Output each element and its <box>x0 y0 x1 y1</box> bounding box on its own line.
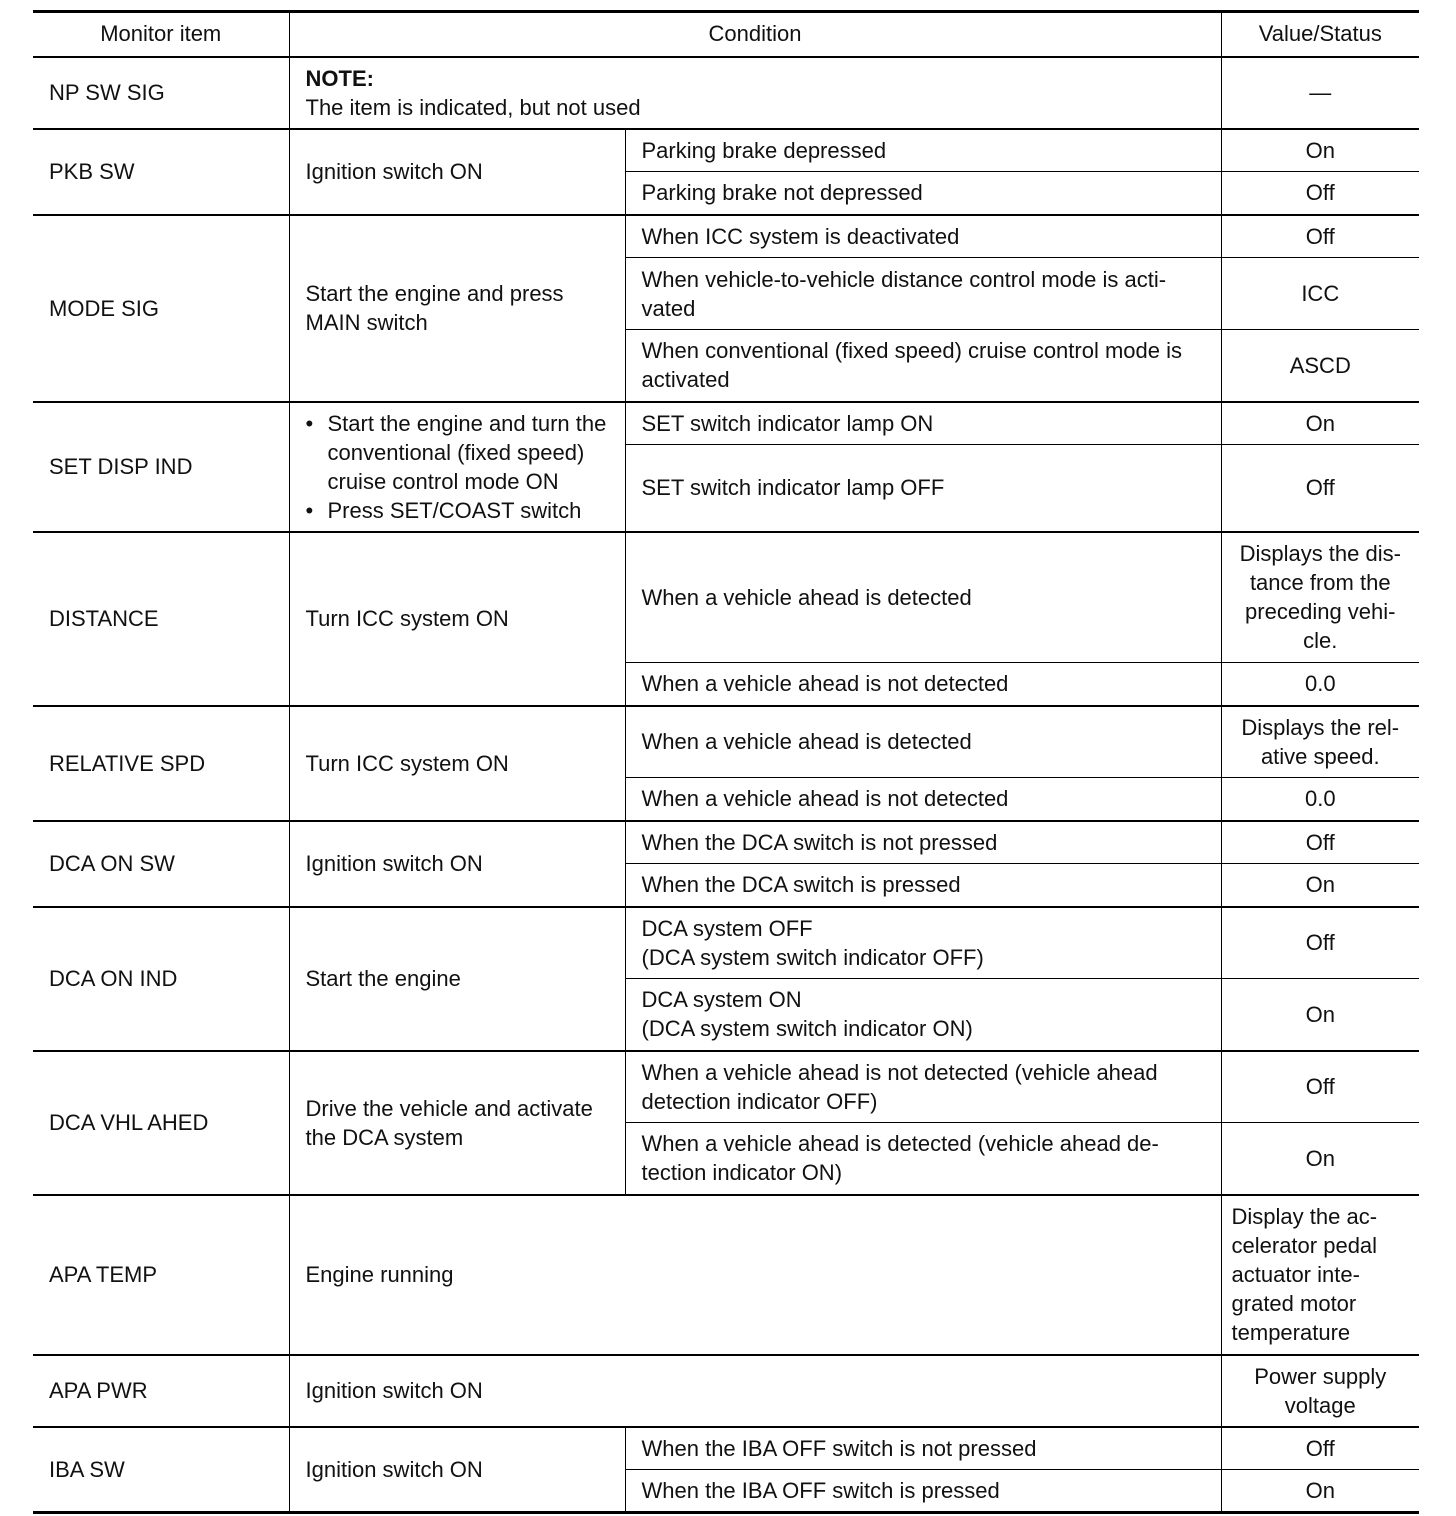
sub-condition-cell: When a vehicle ahead is not detected <box>625 778 1221 821</box>
condition-list-item: • Press SET/COAST switch <box>304 496 615 525</box>
value-cell: Off <box>1221 215 1419 258</box>
value-cell: Off <box>1221 907 1419 979</box>
value-cell: — <box>1221 57 1419 129</box>
condition-cell: Engine running <box>289 1195 1221 1355</box>
sub-condition-cell: SET switch indicator lamp ON <box>625 402 1221 445</box>
sub-condition-cell: When a vehicle ahead is detected (vehicle ahead de-tection indicator ON) <box>625 1123 1221 1195</box>
value-cell: Power supply voltage <box>1221 1355 1419 1427</box>
table-row <box>33 1051 1419 1123</box>
sub-condition-cell: When the DCA switch is pressed <box>625 864 1221 907</box>
condition-cell: Turn ICC system ON <box>289 532 625 706</box>
value-cell: Off <box>1221 821 1419 864</box>
value-cell: Off <box>1221 1427 1419 1470</box>
note-text: The item is indicated, but not used <box>305 94 641 120</box>
value-cell: 0.0 <box>1221 663 1419 706</box>
note-label: NOTE: <box>305 65 374 91</box>
condition-cell: Turn ICC system ON <box>289 706 625 821</box>
table-row <box>33 706 1419 778</box>
table-row <box>33 907 1419 979</box>
value-cell: ICC <box>1221 258 1419 330</box>
condition-cell: Ignition switch ON <box>289 821 625 907</box>
monitor-item-mode-sig: MODE SIG <box>33 215 289 402</box>
condition-cell: Start the engine <box>289 907 625 1051</box>
value-cell: 0.0 <box>1221 778 1419 821</box>
condition-cell: Ignition switch ON <box>289 129 625 215</box>
condition-cell: Start the engine and press MAIN switch <box>289 215 625 402</box>
value-cell: Display the ac-celerator pedal actuator inte-grated motor temperature <box>1221 1195 1419 1355</box>
value-cell: On <box>1221 129 1419 172</box>
table-row <box>33 1427 1419 1470</box>
sub-condition-cell: When a vehicle ahead is not detected (vehicle ahead detection indicator OFF) <box>625 1051 1221 1123</box>
value-cell: Displays the rel-ative speed. <box>1221 706 1419 778</box>
value-cell: On <box>1221 402 1419 445</box>
value-cell: Off <box>1221 172 1419 215</box>
condition-cell: Ignition switch ON <box>289 1427 625 1513</box>
monitor-item-dca-vhl-ahed: DCA VHL AHED <box>33 1051 289 1195</box>
table-row <box>33 1355 1419 1427</box>
sub-condition-line: DCA system OFF <box>641 915 813 941</box>
monitor-item-relative-spd: RELATIVE SPD <box>33 706 289 821</box>
value-cell: On <box>1221 864 1419 907</box>
table-row <box>33 215 1419 258</box>
table-row <box>33 1195 1419 1355</box>
monitor-item-set-disp-ind: SET DISP IND <box>33 402 289 532</box>
sub-condition-cell: When a vehicle ahead is detected <box>625 532 1221 663</box>
monitor-item-dca-on-ind: DCA ON IND <box>33 907 289 1051</box>
sub-condition-cell: When vehicle-to-vehicle distance control mode is acti-vated <box>625 258 1221 330</box>
table-row <box>33 129 1419 172</box>
sub-condition-cell: When the IBA OFF switch is pressed <box>625 1470 1221 1513</box>
condition-list <box>304 409 615 525</box>
monitor-item-dca-on-sw: DCA ON SW <box>33 821 289 907</box>
sub-condition-cell: SET switch indicator lamp OFF <box>625 445 1221 532</box>
sub-condition-cell: When ICC system is deactivated <box>625 215 1221 258</box>
value-cell: ASCD <box>1221 330 1419 402</box>
table-row <box>33 57 1419 129</box>
sub-condition-line: DCA system ON <box>641 987 802 1013</box>
table-row <box>33 402 1419 445</box>
sub-condition-cell: When a vehicle ahead is detected <box>625 706 1221 778</box>
header-condition: Condition <box>289 12 1221 57</box>
value-cell: Off <box>1221 1051 1419 1123</box>
monitor-item-iba-sw: IBA SW <box>33 1427 289 1513</box>
monitor-item-apa-temp: APA TEMP <box>33 1195 289 1355</box>
sub-condition-cell: Parking brake depressed <box>625 129 1221 172</box>
sub-condition-cell <box>625 907 1221 979</box>
monitor-item-np-sw-sig: NP SW SIG <box>33 57 289 129</box>
value-cell: On <box>1221 1123 1419 1195</box>
header-row <box>33 12 1419 57</box>
value-cell: On <box>1221 1470 1419 1513</box>
monitor-item-distance: DISTANCE <box>33 532 289 706</box>
monitor-item-table <box>33 10 1419 1514</box>
sub-condition-cell <box>625 979 1221 1051</box>
value-cell: On <box>1221 979 1419 1051</box>
header-value-status: Value/Status <box>1221 12 1419 57</box>
value-cell: Displays the dis-tance from the preceding vehi-cle. <box>1221 532 1419 663</box>
monitor-item-pkb-sw: PKB SW <box>33 129 289 215</box>
table-row <box>33 532 1419 663</box>
condition-cell <box>289 402 625 532</box>
value-cell: Off <box>1221 445 1419 532</box>
condition-cell: Drive the vehicle and activate the DCA system <box>289 1051 625 1195</box>
sub-condition-line: (DCA system switch indicator ON) <box>641 1016 973 1042</box>
sub-condition-cell: When the DCA switch is not pressed <box>625 821 1221 864</box>
sub-condition-cell: When the IBA OFF switch is not pressed <box>625 1427 1221 1470</box>
sub-condition-line: (DCA system switch indicator OFF) <box>641 944 984 970</box>
condition-list-item: • Start the engine and turn the conventional (fixed speed) cruise control mode ON <box>304 409 615 496</box>
sub-condition-cell: When a vehicle ahead is not detected <box>625 663 1221 706</box>
monitor-item-apa-pwr: APA PWR <box>33 1355 289 1427</box>
condition-cell <box>289 57 1221 129</box>
table-row <box>33 821 1419 864</box>
header-monitor-item: Monitor item <box>33 12 289 57</box>
sub-condition-cell: Parking brake not depressed <box>625 172 1221 215</box>
sub-condition-cell: When conventional (fixed speed) cruise control mode is activated <box>625 330 1221 402</box>
condition-cell: Ignition switch ON <box>289 1355 1221 1427</box>
